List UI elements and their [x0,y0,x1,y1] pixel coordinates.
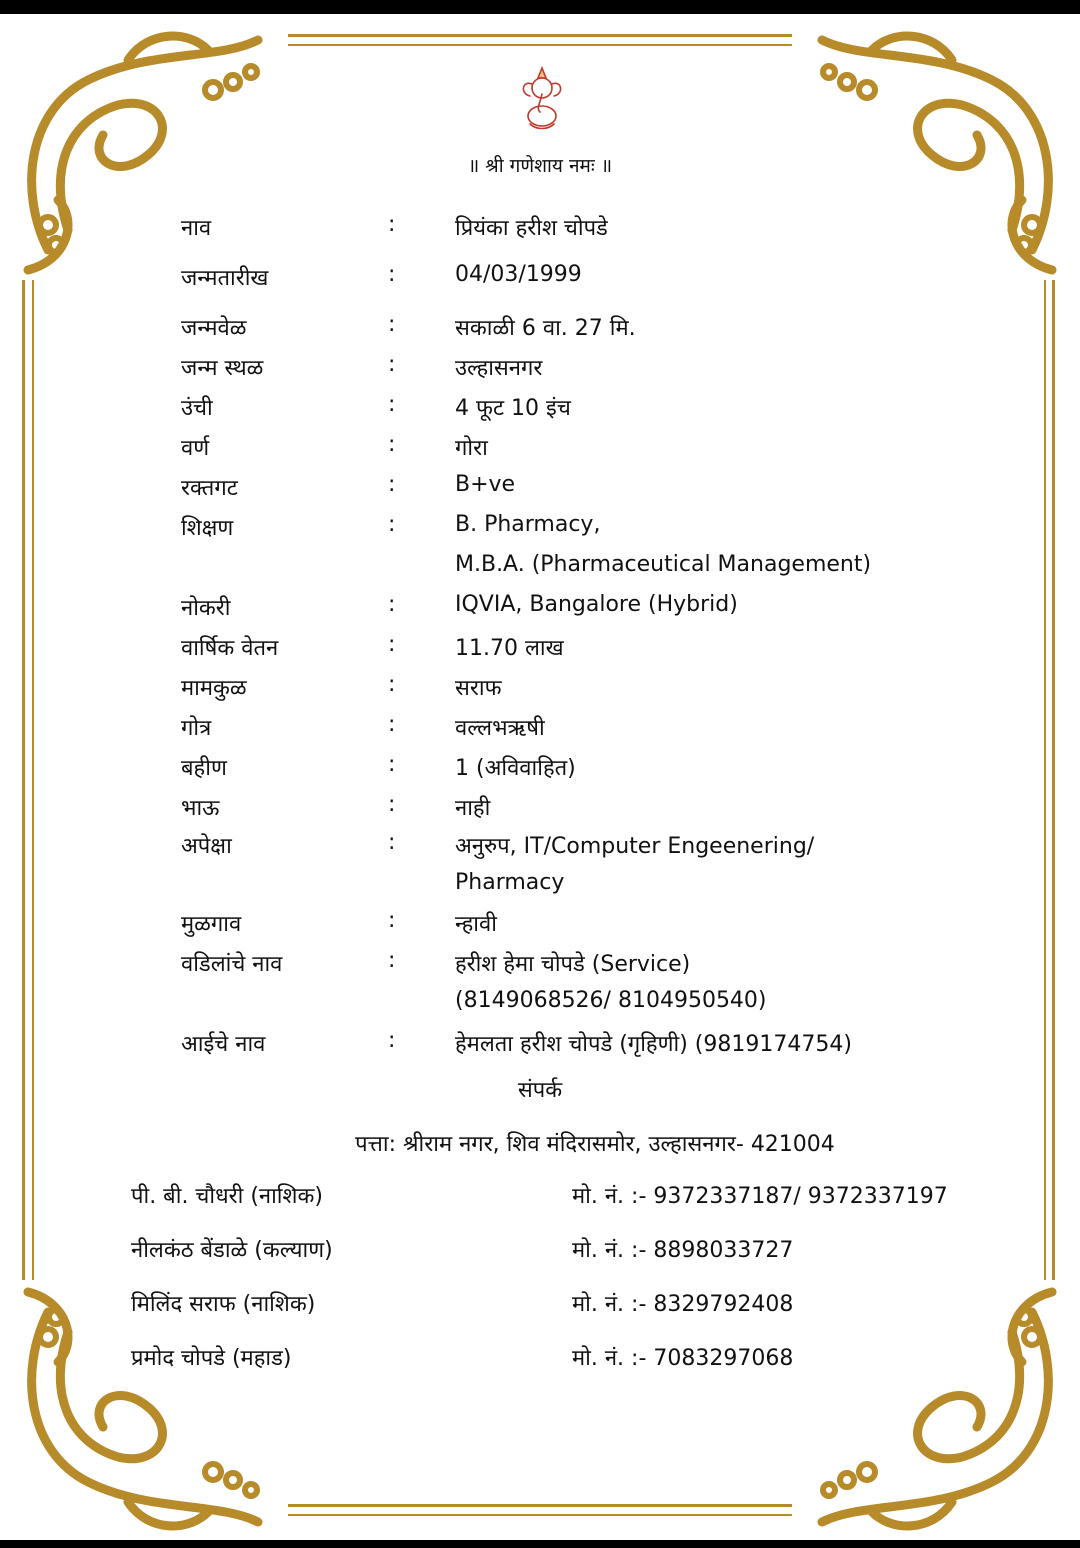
biodata-colon: : [388,1028,396,1053]
contact-phone: मो. नं. :- 8329792408 [572,1292,794,1317]
contact-phone: मो. नं. :- 9372337187/ 9372337197 [572,1184,948,1209]
biodata-label: रक्तगट [181,476,238,501]
biodata-row [0,752,1080,792]
biodata-value: न्हावी [455,912,497,937]
biodata-value: नाही [455,796,491,821]
biodata-row [0,432,1080,472]
biodata-value: प्रियंका हरीश चोपडे [455,216,608,241]
biodata-label: नाव [181,216,212,241]
biodata-value: (8149068526/ 8104950540) [455,988,767,1013]
ganesha-icon [510,64,574,134]
biodata-row [0,552,1080,592]
contact-name: पी. बी. चौधरी (नाशिक) [131,1184,323,1209]
contact-heading: संपर्क [517,1078,563,1103]
biodata-label: जन्म स्थळ [181,356,264,381]
contact-name: मिलिंद सराफ (नाशिक) [131,1292,316,1317]
biodata-value: सराफ [455,676,502,701]
corner-ornament-bottom-right-icon [792,1262,1072,1542]
biodata-row [0,312,1080,352]
biodata-colon: : [388,830,396,855]
biodata-row [0,870,1080,910]
biodata-value: उल्हासनगर [455,356,543,381]
biodata-label: बहीण [181,756,227,781]
biodata-row [0,1028,1080,1068]
biodata-colon: : [388,262,396,287]
biodata-colon: : [388,712,396,737]
biodata-value: 1 (अविवाहित) [455,756,576,781]
biodata-label: वडिलांचे नाव [181,952,283,977]
biodata-row [0,632,1080,672]
biodata-value: 4 फूट 10 इंच [455,396,571,421]
biodata-colon: : [388,672,396,697]
top-status-bar [0,0,1080,14]
biodata-value: IQVIA, Bangalore (Hybrid) [455,592,738,617]
biodata-value: Pharmacy [455,870,565,895]
biodata-row [0,948,1080,988]
biodata-label: जन्मवेळ [181,316,247,341]
biodata-label: भाऊ [181,796,220,821]
contact-name: प्रमोद चोपडे (महाड) [131,1346,292,1371]
biodata-colon: : [388,312,396,337]
biodata-value: 04/03/1999 [455,262,582,287]
biodata-value: B+ve [455,472,516,497]
biodata-value: सकाळी 6 वा. 27 मि. [455,316,636,341]
biodata-label: नोकरी [181,596,231,621]
biodata-label: शिक्षण [181,516,234,541]
biodata-colon: : [388,212,396,237]
biodata-label: आईचे नाव [181,1032,266,1057]
biodata-value: हेमलता हरीश चोपडे (गृहिणी) (9819174754) [455,1032,852,1057]
biodata-row [0,392,1080,432]
biodata-label: वार्षिक वेतन [181,636,279,661]
header-blessing: ॥ श्री गणेशाय नमः ॥ [467,155,613,177]
biodata-colon: : [388,352,396,377]
contact-phone: मो. नं. :- 8898033727 [572,1238,794,1263]
frame-bottom-line [288,1504,792,1507]
biodata-value: M.B.A. (Pharmaceutical Management) [455,552,872,577]
frame-top-line [288,34,792,37]
contact-name: नीलकंठ बेंडाळे (कल्याण) [131,1238,333,1263]
biodata-value: अनुरुप, IT/Computer Engeenering/ [455,834,815,859]
biodata-row [0,792,1080,832]
biodata-colon: : [388,792,396,817]
biodata-row [0,908,1080,948]
biodata-colon: : [388,432,396,457]
biodata-colon: : [388,472,396,497]
biodata-label: गोत्र [181,716,212,741]
biodata-row [0,592,1080,632]
address-line: पत्ता: श्रीराम नगर, शिव मंदिरासमोर, उल्हासनगर- 421004 [355,1132,835,1157]
biodata-value: हरीश हेमा चोपडे (Service) [455,952,691,977]
biodata-row [0,472,1080,512]
contact-phone: मो. नं. :- 7083297068 [572,1346,794,1371]
frame-top-line-inner [288,44,792,46]
biodata-colon: : [388,592,396,617]
bottom-bar [0,1540,1080,1548]
biodata-row [0,830,1080,870]
biodata-row [0,672,1080,712]
biodata-label: मुळगाव [181,912,242,937]
biodata-colon: : [388,948,396,973]
biodata-row [0,712,1080,752]
biodata-value: वल्लभऋषी [455,716,545,741]
frame-bottom-line-inner [288,1514,792,1516]
biodata-row [0,352,1080,392]
biodata-row [0,212,1080,252]
biodata-row [0,988,1080,1028]
biodata-row [0,262,1080,302]
biodata-label: उंची [181,396,213,421]
biodata-label: अपेक्षा [181,834,232,859]
biodata-value: गोरा [455,436,488,461]
biodata-value: B. Pharmacy, [455,512,601,537]
biodata-label: जन्मतारीख [181,266,269,291]
biodata-colon: : [388,752,396,777]
biodata-label: वर्ण [181,436,210,461]
biodata-label: मामकुळ [181,676,247,701]
biodata-value: 11.70 लाख [455,636,564,661]
biodata-colon: : [388,512,396,537]
biodata-colon: : [388,392,396,417]
biodata-row [0,512,1080,552]
biodata-colon: : [388,632,396,657]
biodata-colon: : [388,908,396,933]
